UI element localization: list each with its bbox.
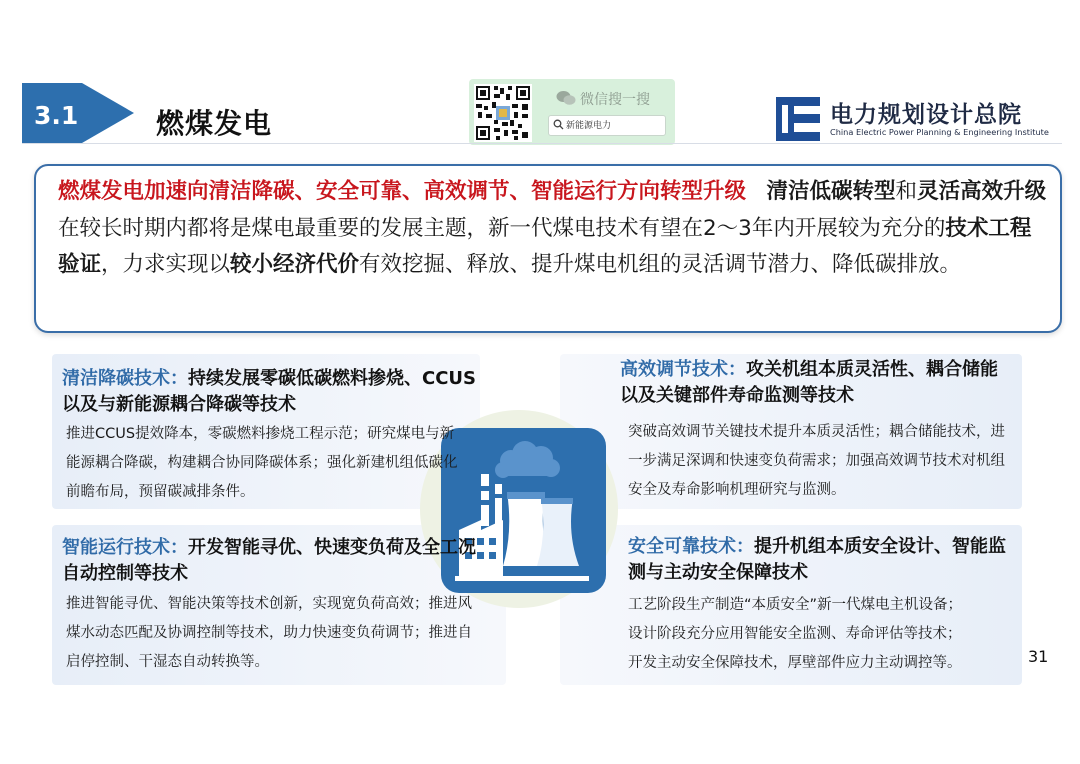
- summary-keyword-flexible: 灵活高效升级: [917, 179, 1047, 204]
- smart-tech-body: 推进智能寻优、智能决策等技术创新，实现宽负荷高效；推进风煤水动态匹配及协调控制等技术，助力快速变负荷调节；推进自启停控制、干湿态自动转换等。: [66, 596, 472, 670]
- summary-headline: 燃煤发电加速向清洁降碳、安全可靠、高效调节、智能运行方向转型升级: [58, 179, 747, 204]
- org-logo-icon: [776, 97, 820, 141]
- section-number: 3.1: [34, 101, 79, 130]
- summary-text-mid: ，力求实现以: [101, 252, 231, 277]
- smart-tech-label: 智能运行技术：: [62, 537, 188, 558]
- summary-text: [58, 174, 1048, 284]
- clean-tech-body: 推进CCUS提效降本，零碳燃料掺烧工程示范；研究煤电与新能源耦合降碳，构建耦合协同降碳体系；强化新建机组低碳化前瞻布局，预留碳减排条件。: [66, 426, 458, 500]
- efficient-tech-label: 高效调节技术：: [620, 359, 746, 380]
- safe-tech-title: 提升机组本质安全设计、智能监测与主动安全保障技术: [628, 536, 1006, 583]
- page-number: 31: [1028, 647, 1049, 666]
- summary-keyword-clean: 清洁低碳转型: [766, 179, 896, 204]
- search-text: 新能源电力: [566, 121, 612, 131]
- section-title: 燃煤发电: [156, 107, 273, 140]
- safe-tech-line: 工艺阶段生产制造“本质安全”新一代煤电主机设备；: [628, 597, 963, 613]
- safe-tech-heading: [628, 534, 1018, 586]
- clean-tech-label: 清洁降碳技术：: [62, 368, 188, 389]
- efficient-tech-heading: [620, 357, 1015, 409]
- qr-code-icon: [474, 84, 532, 142]
- summary-keyword-cost: 较小经济代价: [230, 252, 360, 277]
- wechat-icon: [556, 90, 576, 106]
- clean-tech-title: 持续发展零碳低碳燃料掺烧、CCUS以及与新能源耦合降碳等技术: [62, 368, 476, 415]
- efficient-tech-body: 突破高效调节关键技术提升本质灵活性；耦合储能技术，进一步满足深调和快速变负荷需求；加强高效调节技术对机组安全及寿命影响机理研究与监测。: [628, 424, 1005, 498]
- header-divider: [22, 143, 1062, 144]
- org-name-cn: 电力规划设计总院: [830, 102, 1022, 128]
- safe-tech-line: 开发主动安全保障技术，厚壁部件应力主动调控等。: [628, 655, 962, 671]
- org-name-en: China Electric Power Planning & Engineering Institute: [830, 127, 1049, 137]
- summary-text-and: 和: [895, 179, 918, 204]
- summary-keyword-verification: 技术工程验证: [58, 215, 1032, 277]
- safe-tech-label: 安全可靠技术：: [628, 536, 754, 557]
- efficient-tech-title: 攻关机组本质灵活性、耦合储能以及关键部件寿命监测等技术: [620, 359, 998, 406]
- smart-tech-title: 开发智能寻优、快速变负荷及全工况自动控制等技术: [62, 537, 476, 584]
- summary-text-main: 在较长时期内都将是煤电最重要的发展主题，新一代煤电技术有望在2～3年内开展较为充分的: [58, 215, 946, 241]
- safe-tech-line: 设计阶段充分应用智能安全监测、寿命评估等技术；: [628, 626, 962, 642]
- smart-tech-heading: [62, 535, 482, 587]
- summary-text-end: 有效挖掘、释放、提升煤电机组的灵活调节潜力、降低碳排放。: [359, 252, 962, 277]
- clean-tech-heading: [62, 366, 482, 418]
- safe-tech-body: [628, 591, 1028, 678]
- wechat-search-prompt: 微信搜一搜: [580, 92, 650, 108]
- search-icon: [553, 119, 564, 130]
